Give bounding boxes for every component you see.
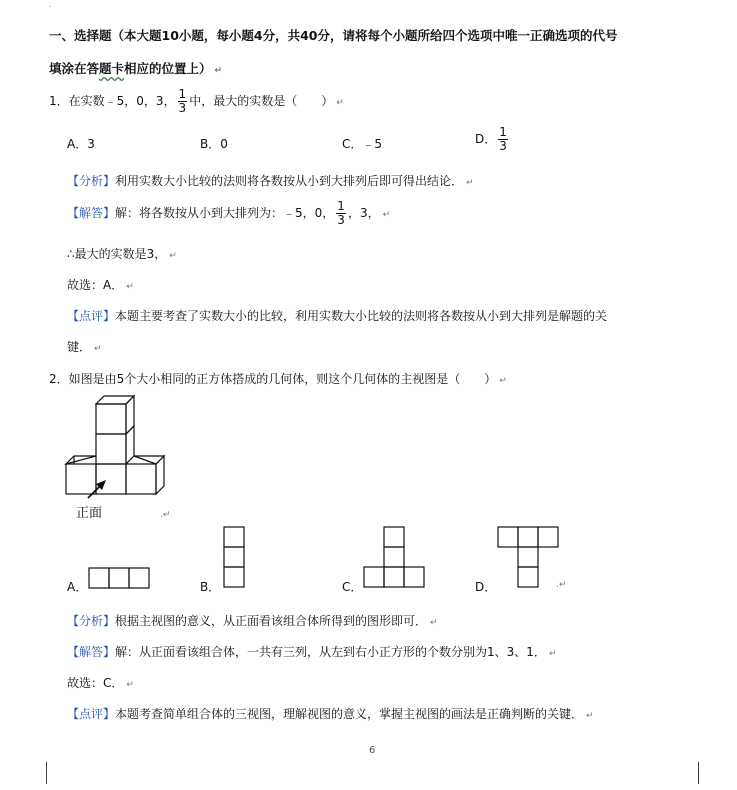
q2-choose: 故选：C． ↵ (67, 676, 134, 690)
q2-option-b-label: B． (200, 580, 221, 594)
q2-analysis-tag: 【分析】 (67, 614, 116, 628)
page-corner-left (46, 762, 47, 784)
q1-option-c: C．﹣5 (342, 137, 383, 151)
q2-comment-tag: 【点评】 (67, 707, 116, 721)
page-number: 6 (369, 745, 376, 756)
q1-comment (67, 307, 607, 324)
q2-3d-figure (60, 392, 170, 497)
q1-answer-tag: 【解答】 (67, 206, 116, 220)
figure-mark: .↵ (160, 510, 171, 520)
q2-option-a-label: A． (67, 580, 88, 594)
q1-option-d-fraction: $\frac{1}{3}$ (499, 125, 507, 153)
q1-answer-post: ，3， (347, 206, 380, 220)
front-arrow-icon (84, 478, 110, 502)
q1-stem-pre: 1．在实数﹣5，0，3， (49, 94, 176, 108)
q1-analysis-tag: 【分析】 (67, 174, 116, 188)
q2-answer-tag: 【解答】 (67, 645, 116, 659)
options-mark: .↵ (556, 580, 567, 590)
q1-option-d (475, 126, 510, 153)
q2-answer: 【解答】解：从正面看该组合体，一共有三列，从左到右小正方形的个数分别为1、3、1． ↵ (67, 645, 557, 659)
q1-therefore: ∴最大的实数是3， ↵ (67, 247, 177, 261)
q1-stem: 1．在实数﹣5，0，3， $\frac{1}{3}$ 中，最大的实数是（ ） ↵ (49, 87, 344, 115)
q1-comment-continued: 键． ↵ (67, 340, 102, 354)
front-label: 正面 (76, 506, 103, 521)
q1-choose: 故选：A． ↵ (67, 278, 134, 292)
page-corner-right (698, 762, 699, 784)
q1-option-a: A．3 (67, 137, 95, 151)
section-line2-squiggle: 题卡 (99, 61, 125, 76)
q2-option-c-figure (362, 525, 428, 591)
q1-comment-tag: 【点评】 (67, 309, 116, 323)
q2-option-b-figure (222, 525, 248, 591)
section-line2-pre: 填涂在答 (49, 61, 100, 76)
q2-option-a-figure (87, 566, 157, 590)
q1-analysis: 【分析】利用实数大小比较的法则将各数按从小到大排列后即可得出结论． ↵ (67, 174, 474, 188)
q1-analysis-text: 利用实数大小比较的法则将各数按从小到大排列后即可得出结论． (115, 174, 464, 188)
q2-comment: 【点评】本题考查简单组合体的三视图，理解视图的意义，掌握主视图的画法是正确判断的关键． ↵ (67, 707, 594, 721)
q1-stem-fraction: $\frac{1}{3}$ (178, 87, 187, 115)
q1-option-d-label: D． (475, 132, 497, 146)
section-line2-post: 相应的位置上） (124, 61, 212, 76)
q2-analysis: 【分析】根据主视图的意义，从正面看该组合体所得到的图形即可． ↵ (67, 614, 438, 628)
q2-comment-text: 本题考查简单组合体的三视图，理解视图的意义，掌握主视图的画法是正确判断的关键． (115, 707, 584, 721)
q1-comment-text: 本题主要考查了实数大小的比较，利用实数大小比较的法则将各数按从小到大排列是解题的关 (115, 309, 608, 323)
section-heading-line1: 一、选择题（本大题10小题，每小题4分，共40分，请将每个小题所给四个选项中唯一正确选项的代号 (49, 28, 618, 43)
q2-option-d-figure (496, 525, 562, 591)
top-mark: . (49, 0, 52, 10)
q2-analysis-text: 根据主视图的意义，从正面看该组合体所得到的图形即可． (115, 614, 428, 628)
q2-stem: 2．如图是由5个大小相同的正方体搭成的几何体，则这个几何体的主视图是（ ） ↵ (49, 372, 507, 386)
q1-option-b: B．0 (200, 137, 228, 151)
section-heading-line2: 填涂在答题卡相应的位置上） ↵ (49, 61, 223, 76)
q2-answer-text: 解：从正面看该组合体，一共有三列，从左到右小正方形的个数分别为1、3、1． (115, 645, 546, 659)
q1-stem-post: 中，最大的实数是（ ） (189, 94, 334, 108)
q1-answer: 【解答】解：将各数按从小到大排列为：﹣5，0， $\frac{1}{3}$ ，3， ↵ (67, 199, 391, 227)
q2-option-c-label: C． (342, 580, 363, 594)
q2-option-d-label: D． (475, 580, 497, 594)
q1-answer-pre: 解：将各数按从小到大排列为：﹣5，0， (115, 206, 335, 220)
q1-answer-fraction: $\frac{1}{3}$ (337, 199, 345, 227)
